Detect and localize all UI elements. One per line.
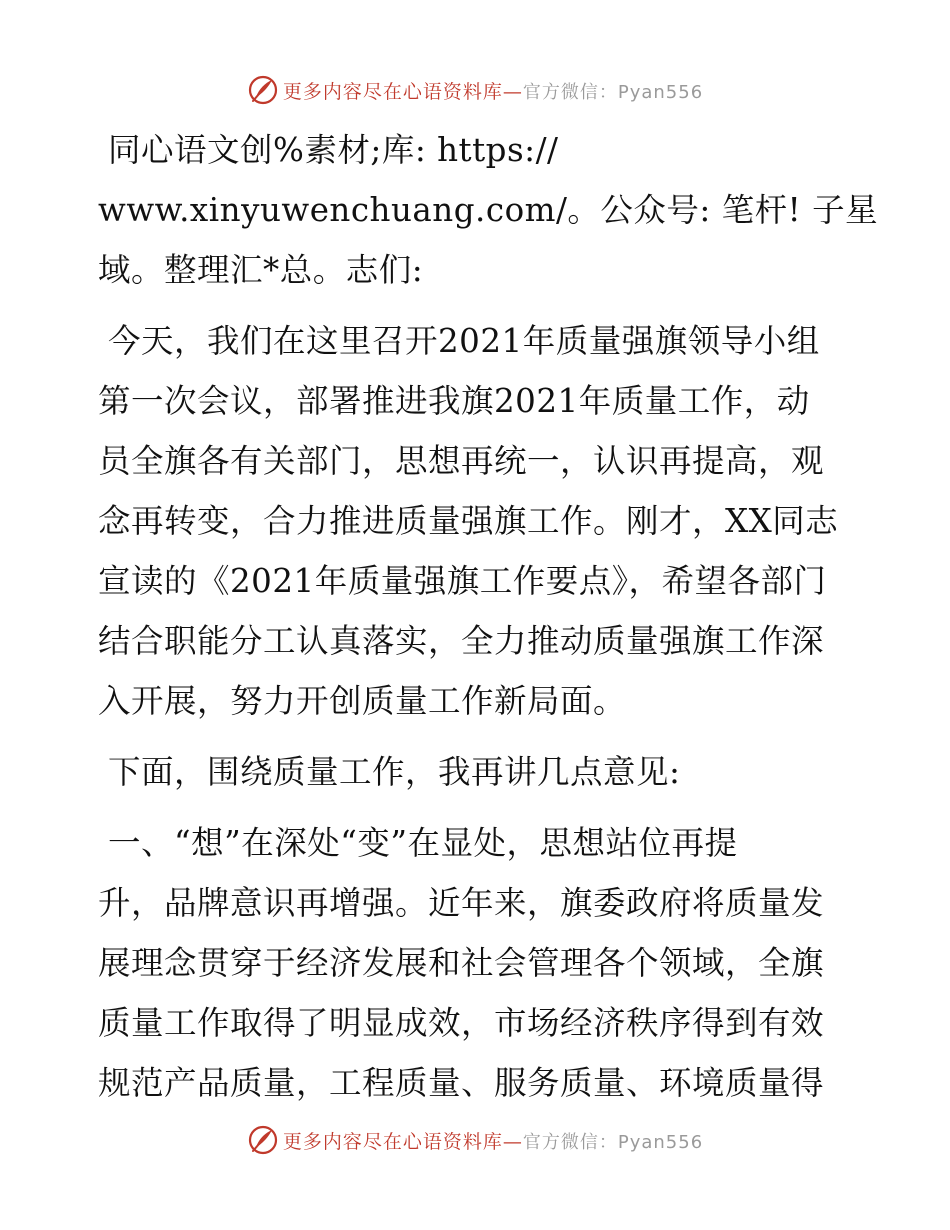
paragraph-section-one <box>98 813 858 1113</box>
header-banner <box>0 70 950 110</box>
text-line: 念再转变，合力推进质量强旗工作。刚才，XX同志 <box>98 502 839 540</box>
banner-wechat-label: 官方微信： <box>522 81 618 103</box>
text-line: 今天，我们在这里召开2021年质量强旗领导小组 <box>108 322 820 360</box>
paragraph-transition <box>98 742 858 802</box>
text-line: 下面，围绕质量工作，我再讲几点意见: <box>108 753 681 791</box>
text-line: 宣读的《2021年质量强旗工作要点》，希望各部门 <box>98 562 827 600</box>
text-line: 入开展，努力开创质量工作新局面。 <box>98 682 627 720</box>
banner-text <box>283 1127 703 1154</box>
banner-main-text: 更多内容尽在心语资料库— <box>282 1130 523 1153</box>
banner-wechat-id: Pyan556 <box>617 1131 704 1153</box>
feather-pen-logo-icon <box>247 1124 279 1156</box>
text-line: 第一次会议，部署推进我旗2021年质量工作，动 <box>98 382 810 420</box>
text-line: 一、“想”在深处“变”在显处，思想站位再提 <box>108 824 738 862</box>
text-line: 员全旗各有关部门，思想再统一，认识再提高，观 <box>98 442 825 480</box>
banner-main-text: 更多内容尽在心语资料库— <box>282 80 523 103</box>
text-line: 同心语文创%素材;库: https:// <box>108 131 559 169</box>
text-line: 升，品牌意识再增强。近年来，旗委政府将质量发 <box>98 884 825 922</box>
text-line: 规范产品质量，工程质量、服务质量、环境质量得 <box>98 1064 825 1102</box>
paragraph-opening <box>98 311 858 731</box>
text-line: 结合职能分工认真落实，全力推动质量强旗工作深 <box>98 622 825 660</box>
document-body <box>98 120 879 1124</box>
banner-wechat-id: Pyan556 <box>617 81 704 103</box>
text-line: 质量工作取得了明显成效，市场经济秩序得到有效 <box>98 1004 825 1042</box>
text-line: 域。整理汇*总。志们: <box>98 251 424 289</box>
paragraph-intro <box>98 120 879 300</box>
footer-banner <box>0 1120 950 1160</box>
text-line: 展理念贯穿于经济发展和社会管理各个领域，全旗 <box>98 944 825 982</box>
feather-pen-logo-icon <box>247 74 279 106</box>
text-line: www.xinyuwenchuang.com/。公众号: 笔杆! 子星 <box>98 191 879 229</box>
banner-text <box>283 77 703 104</box>
banner-wechat-label: 官方微信： <box>522 1131 618 1153</box>
